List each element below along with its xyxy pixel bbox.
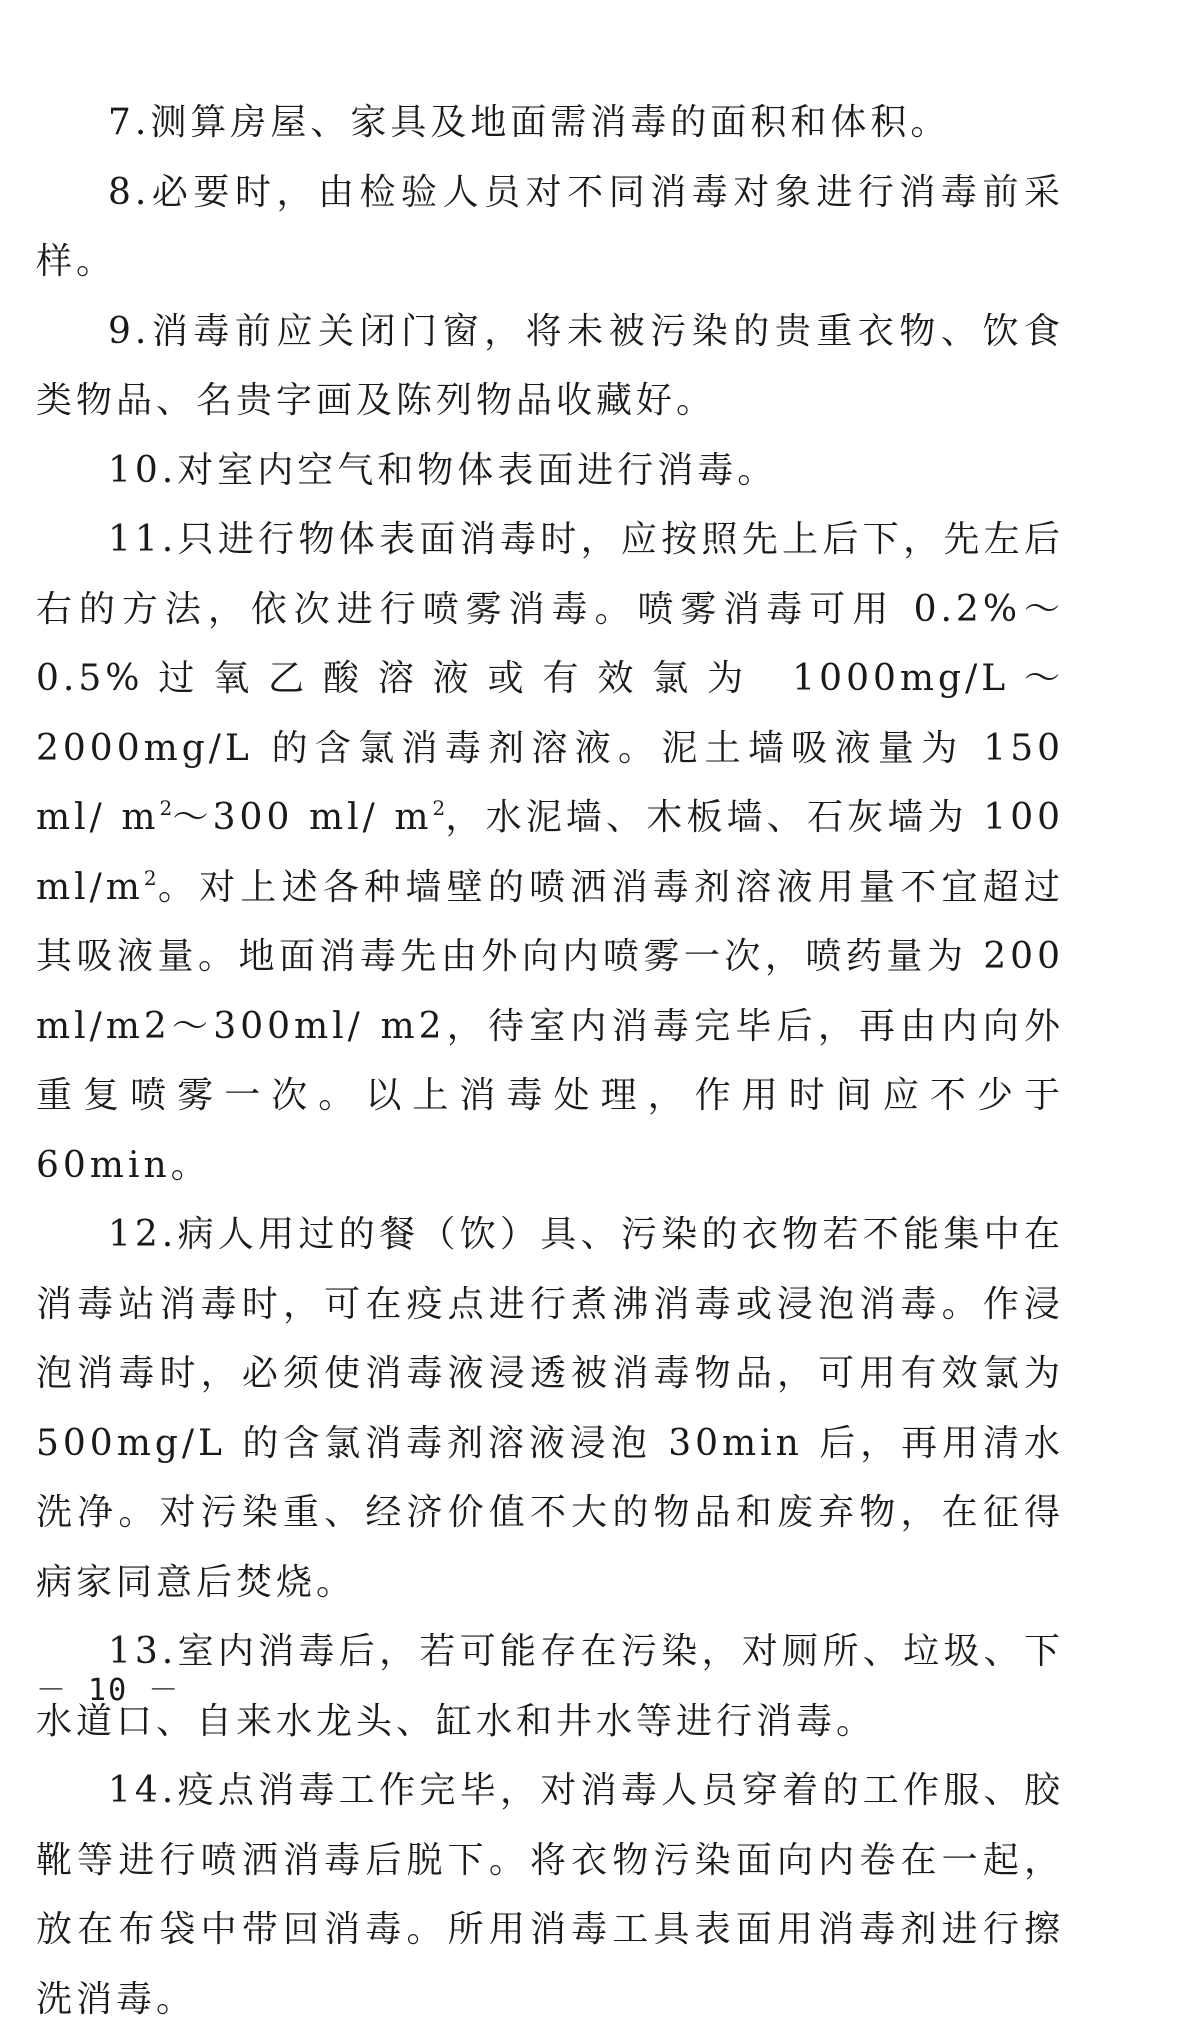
- paragraph-7: [36, 88, 1064, 158]
- paragraph-text: 。对上述各种墙壁的喷洒消毒剂溶液用量不宜超过其吸液量。地面消毒先由外向内喷雾一次，喷药量为 200 ml/m2～300ml/ m2，待室内消毒完毕后，再由内向外重复喷雾一次。以上消毒处理，作用时间应不少于 60min。: [36, 866, 1064, 1186]
- paragraph-10: [36, 436, 1064, 506]
- page-number: － 10 －: [36, 1673, 181, 1708]
- superscript: 2: [159, 796, 173, 820]
- paragraph-number: 11.: [108, 519, 178, 560]
- paragraph-text: 只进行物体表面消毒时，应按照先上后下，先左后右的方法，依次进行喷雾消毒。喷雾消毒可用 0.2%～0.5%过氧乙酸溶液或有效氯为 1000mg/L～2000mg/L 的含氯消毒剂溶液。泥土墙吸液量为 150 ml/ m: [36, 519, 1064, 838]
- paragraph-9: [36, 297, 1064, 436]
- paragraph-text: 疫点消毒工作完毕，对消毒人员穿着的工作服、胶靴等进行喷洒消毒后脱下。将衣物污染面向内卷在一起，放在布袋中带回消毒。所用消毒工具表面用消毒剂进行擦洗消毒。: [36, 1770, 1064, 2020]
- paragraph-number: 13.: [108, 1631, 178, 1672]
- paragraph-text: ～300 ml/ m: [172, 797, 433, 838]
- paragraph-14: [36, 1756, 1064, 2034]
- paragraph-number: 10.: [108, 449, 178, 491]
- document-body: [36, 88, 1064, 2034]
- paragraph-13: [36, 1617, 1064, 1756]
- paragraph-number: 14.: [108, 1770, 178, 1811]
- superscript: 2: [143, 865, 157, 890]
- paragraph-text: 室内消毒后，若可能存在污染，对厕所、垃圾、下水道口、自来水龙头、缸水和井水等进行消毒。: [36, 1631, 1064, 1742]
- paragraph-text: ，水泥墙、木板墙、石灰墙为 100 ml/m: [36, 797, 1065, 908]
- paragraph-number: 12.: [108, 1214, 178, 1255]
- paragraph-text: 测算房屋、家具及地面需消毒的面积和体积。: [150, 102, 951, 143]
- paragraph-text: 必要时，由检验人员对不同消毒对象进行消毒前采样。: [36, 171, 1064, 282]
- paragraph-12: [36, 1200, 1064, 1617]
- paragraph-number: 7.: [108, 102, 151, 143]
- paragraph-8: [36, 158, 1064, 297]
- paragraph-number: 9.: [108, 310, 151, 352]
- paragraph-text: 病人用过的餐（饮）具、污染的衣物若不能集中在消毒站消毒时，可在疫点进行煮沸消毒或浸泡消毒。作浸泡消毒时，必须使消毒液浸透被消毒物品，可用有效氯为 500mg/L 的含氯消毒剂溶液浸泡 30min 后，再用清水洗净。对污染重、经济价值不大的物品和废弃物，在征得病家同意后焚烧。: [36, 1214, 1064, 1603]
- paragraph-text: 对室内空气和物体表面进行消毒。: [177, 449, 778, 491]
- paragraph-11: [36, 505, 1064, 1200]
- superscript: 2: [432, 796, 446, 820]
- paragraph-text: 消毒前应关闭门窗，将未被污染的贵重衣物、饮食类物品、名贵字画及陈列物品收藏好。: [36, 310, 1064, 421]
- paragraph-number: 8.: [108, 171, 151, 213]
